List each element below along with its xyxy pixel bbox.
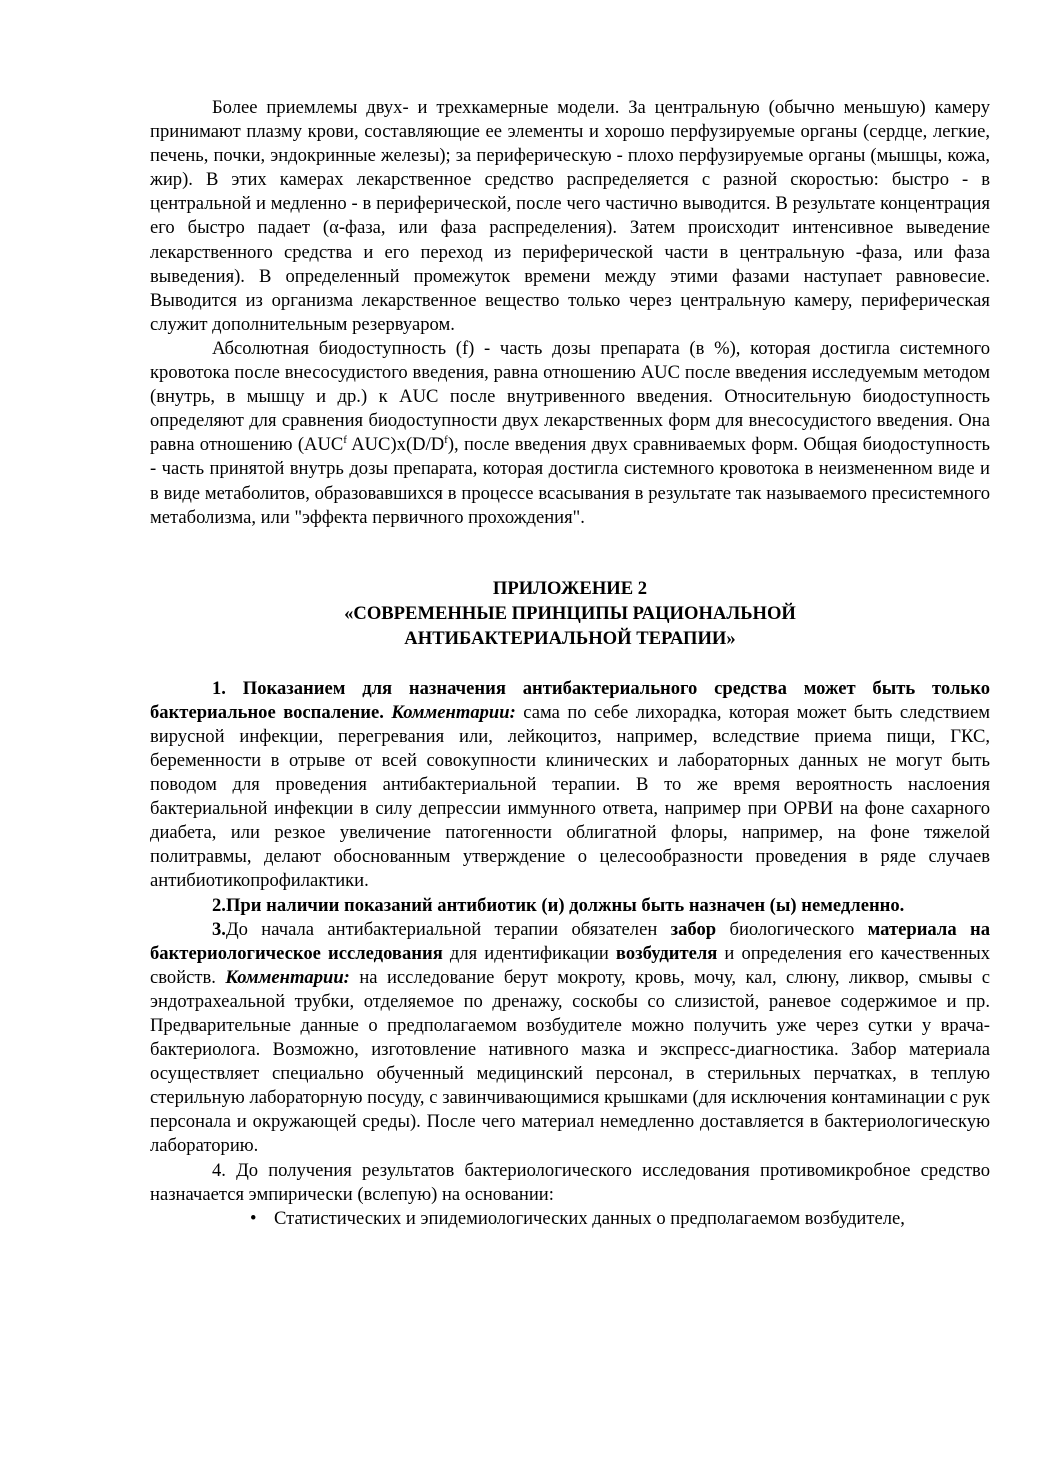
principle-1-bold: 1. Показанием для назначения антибактериального средства может быть только бактериальное воспаление. bbox=[150, 677, 990, 723]
basis-list bbox=[150, 1207, 990, 1231]
principle-2-bold: 2.При наличии показаний антибиотик (и) должны быть назначен (ы) немедленно. bbox=[212, 894, 905, 916]
bullet-icon: • bbox=[250, 1207, 257, 1229]
principle-3: 3.До начала антибактериальной терапии обязателен забор биологического материала на бактериологическое исследования для идентификации возбудителя и определения его качественных свойств. Комментарии: на исследование берут мокроту, кровь, мочу, кал, слюну, ликвор, смывы с эндотрахеальной трубки, отделяемое по дренажу, соскобы со слизистой, раневое содержимое и пр. Предварительные данные о предполагаемом возбудителе можно получить уже через сутки у врача-бактериолога. Возможно, изготовление нативного мазка и экспресс-диагностика. Забор материала осуществляет специально обученный медицинский персонал, в стерильных перчатках, в теплую стерильную лабораторную посуду, с завинчивающимися крышками (для исключения контаминации с рук персонала и окружающей среды). После чего материал немедленно доставляется в бактериологическую лабораторию. bbox=[150, 918, 990, 1157]
superscript-f-1: f bbox=[343, 434, 347, 447]
paragraph-bioavailability bbox=[150, 337, 990, 530]
bioavailability-text-a: Абсолютная биодоступность (f) - часть дозы препарата (в %), которая достигла системного кровотока после внесосудистого введения, равна отношению AUC после введения исследуемым методом (внутрь, в мышцу и др.) к AUC после внутривенного введения. Относительную биодоступность определяют для сравнения биодоступности двух лекарственных форм для внесосудистого введения. Она равна отношению (AUC bbox=[150, 337, 990, 456]
bioavailability-text-c: ), после введения двух сравниваемых форм. Общая биодоступность - часть принятой внутрь дозы препарата, которая достигла системного кровотока в неизмененном виде и в виде метаболитов, образовавшихся в процессе всасывания в результате так называемого пресистемного метаболизма, или "эффекта первичного прохождения". bbox=[150, 434, 991, 528]
principle-3-number: 3. bbox=[212, 918, 226, 940]
bioavailability-text-b: AUC)x(D/D bbox=[346, 434, 445, 456]
appendix-heading-line-1: ПРИЛОЖЕНИЕ 2 bbox=[492, 577, 648, 599]
paragraph-compartment-models: Более приемлемы двух- и трехкамерные модели. За центральную (обычно меньшую) камеру принимают плазму крови, составляющие ее элементы и хорошо перфузируемые органы (сердце, легкие, печень, почки, эндокринные железы); за периферическую - плохо перфузируемые органы (мышцы, кожа, жир). В этих камерах лекарственное средство распределяется с разной скоростью: быстро - в центральной и медленно - в периферической, после чего частично выводится. В результате концентрация его быстро падает (α-фаза, или фаза распределения). Затем происходит интенсивное выведение лекарственного средства и его переход из периферической части в центральную -фаза, или фаза выведения). В определенный промежуток времени между этими фазами наступает равновесие. Выводится из организма лекарственное вещество только через центральную камеру, периферическая служит дополнительным резервуаром. bbox=[150, 97, 990, 335]
document-page bbox=[150, 96, 990, 1231]
principle-4: 4. До получения результатов бактериологического исследования противомикробное средство назначается эмпирически (вслепую) на основании: bbox=[150, 1159, 990, 1205]
list-item bbox=[150, 1207, 990, 1231]
principle-2 bbox=[150, 894, 990, 918]
appendix-heading-line-2: «СОВРЕМЕННЫЕ ПРИНЦИПЫ РАЦИОНАЛЬНОЙ bbox=[344, 602, 796, 624]
appendix-heading-line-3: АНТИБАКТЕРИАЛЬНОЙ ТЕРАПИИ» bbox=[404, 627, 736, 649]
section-gap bbox=[150, 530, 990, 576]
appendix-heading bbox=[150, 576, 990, 651]
principle-1-text: сама по себе лихорадка, которая может быть следствием вирусной инфекции, перегревания или, лейкоцитоз, например, вследствие приема пищи, ГКС, беременности в отрыве от всей совокупности клинических и лабораторных данных не могут быть поводом для проведения антибактериальной терапии. В то же время вероятность наслоения бактериальной инфекции в силу депрессии иммунного ответа, например при ОРВИ на фоне сахарного диабета, или резкое увеличение патогенности облигатной флоры, например, на фоне тяжелой политравмы, делают обоснованным утверждение о целесообразности проведения в ряде случаев антибиотикопрофилактики. bbox=[150, 701, 990, 892]
list-item-text: Статистических и эпидемиологических данных о предполагаемом возбудителе, bbox=[274, 1207, 905, 1229]
principle-1 bbox=[150, 677, 990, 894]
principle-1-comment-label: Комментарии: bbox=[391, 701, 516, 723]
superscript-f-2: f bbox=[444, 434, 448, 447]
principle-3-comment-label: Комментарии: bbox=[225, 966, 350, 988]
